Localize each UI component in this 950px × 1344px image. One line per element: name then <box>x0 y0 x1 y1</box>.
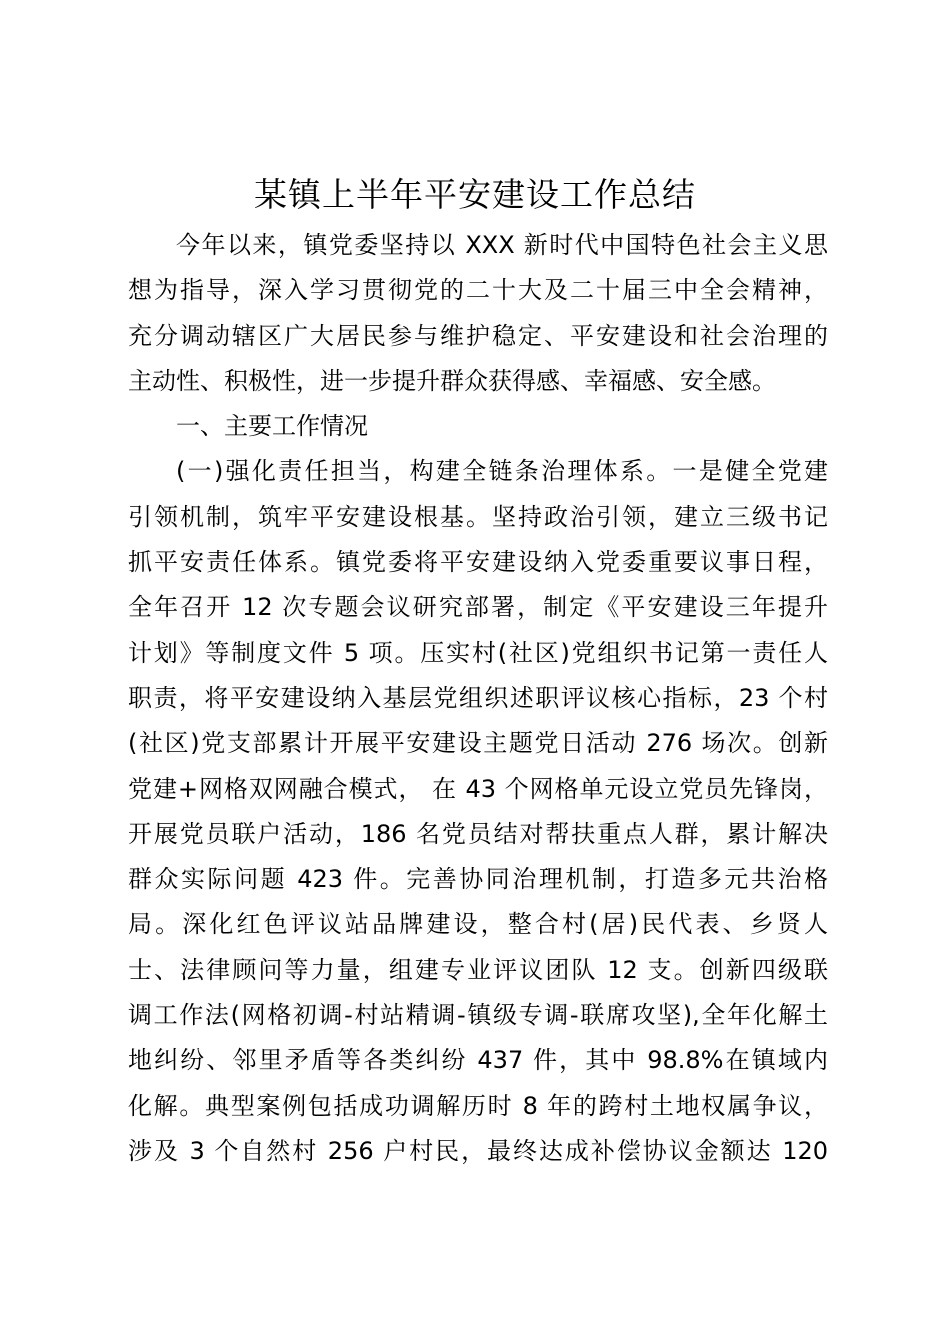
paragraph-line: 主动性、积极性，进一步提升群众获得感、幸福感、安全感。 <box>128 366 776 395</box>
paragraph-line: 想为指导，深入学习贯彻党的二十大及二十届三中全会精神， <box>128 276 828 305</box>
paragraph-line: 地纠纷、邻里矛盾等各类纠纷 437 件，其中 98.8%在镇域内 <box>128 1046 828 1075</box>
paragraph-line: 今年以来，镇党委坚持以 XXX 新时代中国特色社会主义思 <box>176 231 828 259</box>
paragraph-line: 化解。典型案例包括成功调解历时 8 年的跨村土地权属争议， <box>128 1091 828 1120</box>
paragraph-line: 职责，将平安建设纳入基层党组织述职评议核心指标，23 个村 <box>128 683 828 712</box>
paragraph-line: 涉及 3 个自然村 256 户村民，最终达成补偿协议金额达 120 <box>128 1136 828 1165</box>
document-title: 某镇上半年平安建设工作总结 <box>254 175 696 214</box>
paragraph-line: (一)强化责任担当，构建全链条治理体系。一是健全党建 <box>176 457 828 486</box>
paragraph-line: 引领机制，筑牢平安建设根基。坚持政治引领，建立三级书记 <box>128 502 828 531</box>
paragraph-line: 全年召开 12 次专题会议研究部署，制定《平安建设三年提升 <box>128 593 828 622</box>
section-heading: 一、主要工作情况 <box>176 412 368 441</box>
paragraph-line: 党建+网格双网融合模式， 在 43 个网格单元设立党员先锋岗， <box>128 774 828 803</box>
paragraph-line: 充分调动辖区广大居民参与维护稳定、平安建设和社会治理的 <box>128 321 828 350</box>
paragraph-line: 群众实际问题 423 件。完善协同治理机制，打造多元共治格 <box>128 865 828 894</box>
document-body <box>128 223 828 1174</box>
paragraph-line: (社区)党支部累计开展平安建设主题党日活动 276 场次。创新 <box>128 729 828 758</box>
paragraph-line: 调工作法(网格初调-村站精调-镇级专调-联席攻坚),全年化解土 <box>128 1001 828 1030</box>
paragraph-line: 抓平安责任体系。镇党委将平安建设纳入党委重要议事日程， <box>128 548 828 577</box>
paragraph-line: 局。深化红色评议站品牌建设，整合村(居)民代表、乡贤人 <box>128 910 828 939</box>
paragraph-line: 士、法律顾问等力量，组建专业评议团队 12 支。创新四级联 <box>128 955 828 984</box>
paragraph-line: 计划》等制度文件 5 项。压实村(社区)党组织书记第一责任人 <box>128 638 828 667</box>
paragraph-line: 开展党员联户活动，186 名党员结对帮扶重点人群，累计解决 <box>128 819 828 848</box>
